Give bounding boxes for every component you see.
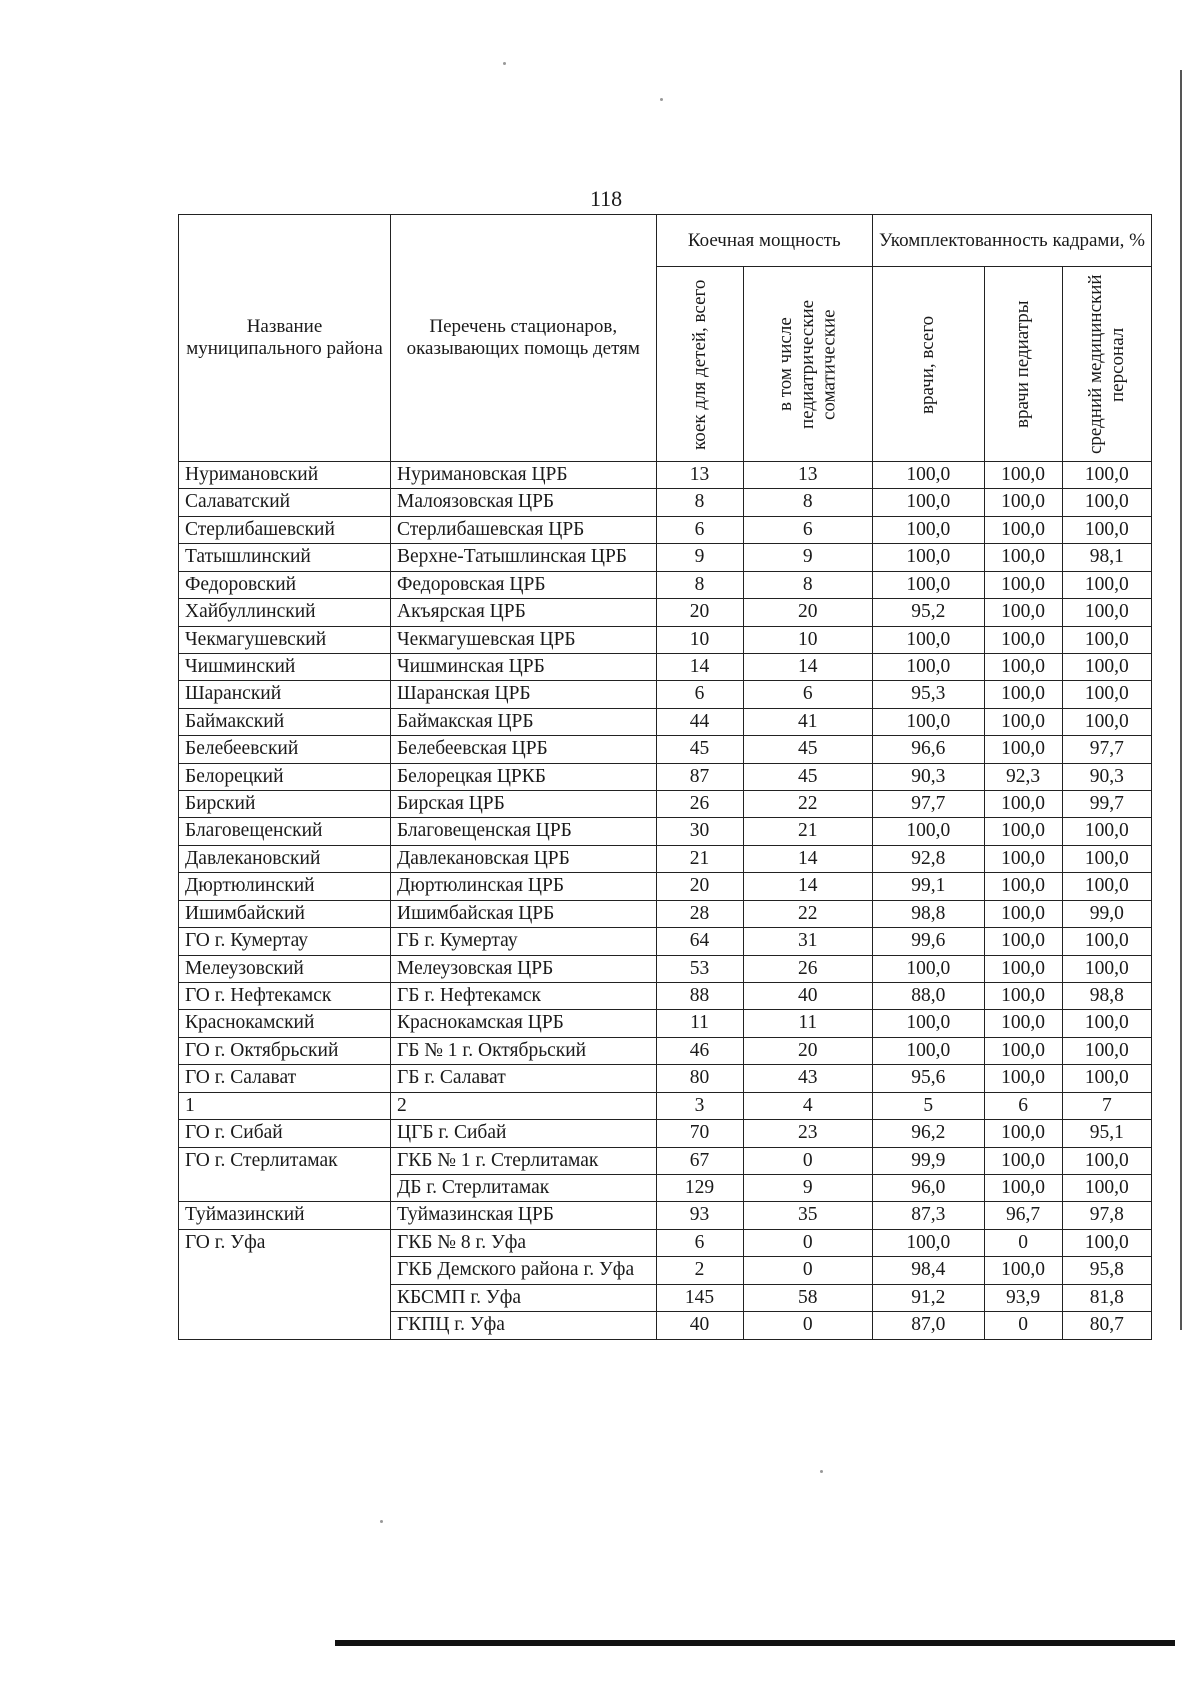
pediatricians-cell: 100,0 [984, 1257, 1062, 1284]
nurses-cell: 81,8 [1062, 1284, 1151, 1311]
nurses-cell: 100,0 [1062, 571, 1151, 598]
beds-somatic-cell: 6 [743, 681, 872, 708]
beds-total-cell: 93 [656, 1202, 743, 1229]
nurses-cell: 98,1 [1062, 544, 1151, 571]
hospital-cell: Мелеузовская ЦРБ [390, 955, 656, 982]
beds-total-cell: 30 [656, 818, 743, 845]
hospital-cell: ГБ г. Салават [390, 1065, 656, 1092]
table-row [179, 900, 1152, 927]
nurses-cell: 100,0 [1062, 489, 1151, 516]
district-cell: Давлекановский [179, 845, 391, 872]
pediatricians-cell: 100,0 [984, 626, 1062, 653]
nurses-cell: 80,7 [1062, 1312, 1151, 1339]
hospital-cell: ГБ г. Нефтекамск [390, 983, 656, 1010]
beds-total-cell: 21 [656, 845, 743, 872]
header-nurses [1062, 267, 1151, 462]
nurses-cell: 100,0 [1062, 928, 1151, 955]
nurses-cell: 100,0 [1062, 1065, 1151, 1092]
nurses-cell: 100,0 [1062, 462, 1151, 489]
table-row [179, 1010, 1152, 1037]
district-cell: Мелеузовский [179, 955, 391, 982]
header-beds-total [656, 267, 743, 462]
table-row [179, 1229, 1152, 1256]
beds-total-cell: 80 [656, 1065, 743, 1092]
pediatricians-cell: 100,0 [984, 983, 1062, 1010]
pediatricians-cell: 100,0 [984, 571, 1062, 598]
hospital-cell: Бирская ЦРБ [390, 791, 656, 818]
beds-somatic-cell: 40 [743, 983, 872, 1010]
district-cell: Чекмагушевский [179, 626, 391, 653]
hospital-cell: Белорецкая ЦРКБ [390, 763, 656, 790]
table-row [179, 571, 1152, 598]
doctors-cell: 96,6 [872, 736, 984, 763]
beds-somatic-cell: 22 [743, 900, 872, 927]
table-row [179, 763, 1152, 790]
scan-speck [820, 1470, 823, 1473]
pediatricians-cell: 100,0 [984, 1037, 1062, 1064]
hospital-cell: Краснокамская ЦРБ [390, 1010, 656, 1037]
table-row [179, 489, 1152, 516]
header-beds-somatic-text: в том числе педиатрические соматические [775, 299, 840, 429]
pediatricians-cell: 100,0 [984, 1174, 1062, 1201]
doctors-cell: 95,3 [872, 681, 984, 708]
beds-total-cell: 11 [656, 1010, 743, 1037]
doctors-cell: 95,2 [872, 599, 984, 626]
nurses-cell: 100,0 [1062, 1229, 1151, 1256]
doctors-cell: 87,3 [872, 1202, 984, 1229]
district-cell: ГО г. Сибай [179, 1120, 391, 1147]
nurses-cell: 100,0 [1062, 516, 1151, 543]
nurses-cell: 95,8 [1062, 1257, 1151, 1284]
district-cell: Ишимбайский [179, 900, 391, 927]
pediatricians-cell: 100,0 [984, 1065, 1062, 1092]
table-row [179, 845, 1152, 872]
beds-total-cell: 6 [656, 1229, 743, 1256]
district-cell: ГО г. Стерлитамак [179, 1147, 391, 1202]
pediatricians-cell: 92,3 [984, 763, 1062, 790]
beds-somatic-cell: 9 [743, 544, 872, 571]
beds-total-cell: 46 [656, 1037, 743, 1064]
header-pediatricians-text: врачи педиатры [1012, 300, 1034, 428]
nurses-cell: 100,0 [1062, 818, 1151, 845]
beds-somatic-cell: 45 [743, 763, 872, 790]
pediatricians-cell: 100,0 [984, 516, 1062, 543]
beds-somatic-cell: 45 [743, 736, 872, 763]
hospital-cell: ГБ № 1 г. Октябрьский [390, 1037, 656, 1064]
hospital-cell: Чекмагушевская ЦРБ [390, 626, 656, 653]
header-bed-capacity: Коечная мощность [656, 215, 872, 267]
district-cell: Стерлибашевский [179, 516, 391, 543]
hospital-cell: ГБ г. Кумертау [390, 928, 656, 955]
doctors-cell: 97,7 [872, 791, 984, 818]
doctors-cell: 5 [872, 1092, 984, 1119]
hospital-cell: Нуримановская ЦРБ [390, 462, 656, 489]
header-hospitals: Перечень стационаров, оказывающих помощь детям [390, 215, 656, 462]
district-cell: Туймазинский [179, 1202, 391, 1229]
header-nurses-text: средний медицинский персонал [1084, 274, 1128, 454]
beds-total-cell: 3 [656, 1092, 743, 1119]
doctors-cell: 99,9 [872, 1147, 984, 1174]
nurses-cell: 100,0 [1062, 626, 1151, 653]
nurses-cell: 100,0 [1062, 1037, 1151, 1064]
pediatricians-cell: 100,0 [984, 1147, 1062, 1174]
table-row [179, 983, 1152, 1010]
hospital-cell: Чишминская ЦРБ [390, 653, 656, 680]
hospital-cell: ГКПЦ г. Уфа [390, 1312, 656, 1339]
district-cell: Чишминский [179, 653, 391, 680]
doctors-cell: 100,0 [872, 571, 984, 598]
beds-total-cell: 87 [656, 763, 743, 790]
beds-somatic-cell: 14 [743, 653, 872, 680]
beds-total-cell: 10 [656, 626, 743, 653]
hospital-cell: ГКБ № 8 г. Уфа [390, 1229, 656, 1256]
district-cell: Федоровский [179, 571, 391, 598]
pediatricians-cell: 0 [984, 1229, 1062, 1256]
table-row [179, 955, 1152, 982]
header-pediatricians [984, 267, 1062, 462]
doctors-cell: 100,0 [872, 462, 984, 489]
table-row [179, 681, 1152, 708]
nurses-cell: 100,0 [1062, 708, 1151, 735]
page-number: 118 [590, 186, 623, 211]
nurses-cell: 100,0 [1062, 1147, 1151, 1174]
table-row [179, 626, 1152, 653]
beds-total-cell: 13 [656, 462, 743, 489]
nurses-cell: 99,0 [1062, 900, 1151, 927]
pediatricians-cell: 100,0 [984, 873, 1062, 900]
beds-total-cell: 88 [656, 983, 743, 1010]
table-row [179, 708, 1152, 735]
beds-somatic-cell: 26 [743, 955, 872, 982]
hospital-cell: Давлекановская ЦРБ [390, 845, 656, 872]
scan-speck [660, 98, 663, 101]
scan-speck [503, 62, 506, 65]
table-row [179, 1120, 1152, 1147]
beds-total-cell: 53 [656, 955, 743, 982]
beds-total-cell: 28 [656, 900, 743, 927]
pediatricians-cell: 100,0 [984, 955, 1062, 982]
beds-total-cell: 44 [656, 708, 743, 735]
beds-somatic-cell: 23 [743, 1120, 872, 1147]
pediatricians-cell: 0 [984, 1312, 1062, 1339]
hospital-cell: Благовещенская ЦРБ [390, 818, 656, 845]
district-cell: Нуримановский [179, 462, 391, 489]
beds-total-cell: 8 [656, 489, 743, 516]
nurses-cell: 100,0 [1062, 681, 1151, 708]
district-cell: Дюртюлинский [179, 873, 391, 900]
district-cell: 1 [179, 1092, 391, 1119]
doctors-cell: 99,1 [872, 873, 984, 900]
beds-somatic-cell: 22 [743, 791, 872, 818]
nurses-cell: 90,3 [1062, 763, 1151, 790]
hospital-cell: Туймазинская ЦРБ [390, 1202, 656, 1229]
doctors-cell: 100,0 [872, 1229, 984, 1256]
beds-somatic-cell: 35 [743, 1202, 872, 1229]
beds-somatic-cell: 4 [743, 1092, 872, 1119]
doctors-cell: 96,2 [872, 1120, 984, 1147]
doctors-cell: 92,8 [872, 845, 984, 872]
nurses-cell: 7 [1062, 1092, 1151, 1119]
doctors-cell: 98,8 [872, 900, 984, 927]
doctors-cell: 99,6 [872, 928, 984, 955]
header-doctors-total [872, 267, 984, 462]
district-cell: Хайбуллинский [179, 599, 391, 626]
table-row [179, 1147, 1152, 1174]
beds-total-cell: 20 [656, 599, 743, 626]
header-doctors-total-text: врачи, всего [917, 314, 939, 414]
doctors-cell: 100,0 [872, 489, 984, 516]
pediatricians-cell: 6 [984, 1092, 1062, 1119]
district-cell: Благовещенский [179, 818, 391, 845]
doctors-cell: 100,0 [872, 708, 984, 735]
pediatricians-cell: 100,0 [984, 736, 1062, 763]
pediatricians-cell: 100,0 [984, 708, 1062, 735]
header-row-groups [179, 215, 1152, 267]
hospital-cell: ГКБ Демского района г. Уфа [390, 1257, 656, 1284]
doctors-cell: 100,0 [872, 544, 984, 571]
beds-total-cell: 45 [656, 736, 743, 763]
beds-somatic-cell: 14 [743, 845, 872, 872]
header-beds-total-text: коек для детей, всего [688, 278, 710, 450]
pediatricians-cell: 100,0 [984, 818, 1062, 845]
table-row [179, 1202, 1152, 1229]
pediatricians-cell: 100,0 [984, 653, 1062, 680]
doctors-cell: 96,0 [872, 1174, 984, 1201]
doctors-cell: 100,0 [872, 1010, 984, 1037]
district-cell: Салаватский [179, 489, 391, 516]
pediatricians-cell: 100,0 [984, 1010, 1062, 1037]
district-cell: ГО г. Уфа [179, 1229, 391, 1339]
pediatricians-cell: 100,0 [984, 845, 1062, 872]
hospital-cell: Стерлибашевская ЦРБ [390, 516, 656, 543]
hospital-cell: Дюртюлинская ЦРБ [390, 873, 656, 900]
beds-somatic-cell: 0 [743, 1229, 872, 1256]
hospital-cell: 2 [390, 1092, 656, 1119]
table-row [179, 736, 1152, 763]
nurses-cell: 99,7 [1062, 791, 1151, 818]
beds-total-cell: 6 [656, 681, 743, 708]
beds-total-cell: 2 [656, 1257, 743, 1284]
doctors-cell: 100,0 [872, 818, 984, 845]
doctors-cell: 100,0 [872, 626, 984, 653]
pediatricians-cell: 96,7 [984, 1202, 1062, 1229]
beds-somatic-cell: 0 [743, 1312, 872, 1339]
hospital-staffing-table [178, 214, 1152, 1340]
hospital-cell: Малоязовская ЦРБ [390, 489, 656, 516]
pediatricians-cell: 100,0 [984, 599, 1062, 626]
beds-total-cell: 40 [656, 1312, 743, 1339]
table-body [179, 462, 1152, 1340]
nurses-cell: 100,0 [1062, 845, 1151, 872]
pediatricians-cell: 100,0 [984, 462, 1062, 489]
doctors-cell: 87,0 [872, 1312, 984, 1339]
pediatricians-cell: 100,0 [984, 900, 1062, 927]
table-row [179, 516, 1152, 543]
nurses-cell: 97,7 [1062, 736, 1151, 763]
district-cell: Баймакский [179, 708, 391, 735]
nurses-cell: 100,0 [1062, 873, 1151, 900]
hospital-cell: Шаранская ЦРБ [390, 681, 656, 708]
hospital-cell: ГКБ № 1 г. Стерлитамак [390, 1147, 656, 1174]
district-cell: ГО г. Салават [179, 1065, 391, 1092]
nurses-cell: 97,8 [1062, 1202, 1151, 1229]
hospital-cell: Акъярская ЦРБ [390, 599, 656, 626]
district-cell: Краснокамский [179, 1010, 391, 1037]
doctors-cell: 100,0 [872, 516, 984, 543]
beds-total-cell: 14 [656, 653, 743, 680]
district-cell: Бирский [179, 791, 391, 818]
nurses-cell: 95,1 [1062, 1120, 1151, 1147]
district-cell: Белорецкий [179, 763, 391, 790]
scan-speck [380, 1520, 383, 1523]
pediatricians-cell: 100,0 [984, 1120, 1062, 1147]
beds-somatic-cell: 13 [743, 462, 872, 489]
table-row [179, 544, 1152, 571]
table-row [179, 1065, 1152, 1092]
table-row [179, 1037, 1152, 1064]
bottom-rule [335, 1640, 1175, 1646]
beds-somatic-cell: 11 [743, 1010, 872, 1037]
hospital-cell: Белебеевская ЦРБ [390, 736, 656, 763]
scan-edge-line [1180, 70, 1182, 1330]
beds-somatic-cell: 0 [743, 1147, 872, 1174]
header-district: Название муниципального района [179, 215, 391, 462]
beds-somatic-cell: 8 [743, 571, 872, 598]
nurses-cell: 100,0 [1062, 1174, 1151, 1201]
hospital-cell: Верхне-Татышлинская ЦРБ [390, 544, 656, 571]
pediatricians-cell: 100,0 [984, 791, 1062, 818]
table-row [179, 1092, 1152, 1119]
doctors-cell: 90,3 [872, 763, 984, 790]
beds-somatic-cell: 41 [743, 708, 872, 735]
district-cell: Шаранский [179, 681, 391, 708]
doctors-cell: 88,0 [872, 983, 984, 1010]
nurses-cell: 100,0 [1062, 1010, 1151, 1037]
doctors-cell: 91,2 [872, 1284, 984, 1311]
table-row [179, 818, 1152, 845]
hospital-cell: КБСМП г. Уфа [390, 1284, 656, 1311]
beds-total-cell: 67 [656, 1147, 743, 1174]
beds-total-cell: 129 [656, 1174, 743, 1201]
beds-somatic-cell: 6 [743, 516, 872, 543]
pediatricians-cell: 100,0 [984, 489, 1062, 516]
district-cell: ГО г. Кумертау [179, 928, 391, 955]
pediatricians-cell: 93,9 [984, 1284, 1062, 1311]
beds-somatic-cell: 21 [743, 818, 872, 845]
hospital-cell: ЦГБ г. Сибай [390, 1120, 656, 1147]
district-cell: ГО г. Октябрьский [179, 1037, 391, 1064]
doctors-cell: 98,4 [872, 1257, 984, 1284]
beds-somatic-cell: 0 [743, 1257, 872, 1284]
table-row [179, 791, 1152, 818]
beds-somatic-cell: 14 [743, 873, 872, 900]
table-row [179, 599, 1152, 626]
header-beds-somatic [743, 267, 872, 462]
hospital-cell: Федоровская ЦРБ [390, 571, 656, 598]
doctors-cell: 100,0 [872, 1037, 984, 1064]
header-staffing: Укомплектованность кадрами, % [872, 215, 1151, 267]
table-row [179, 928, 1152, 955]
nurses-cell: 100,0 [1062, 653, 1151, 680]
beds-somatic-cell: 58 [743, 1284, 872, 1311]
staffing-table-wrap [178, 214, 1152, 1340]
district-cell: Белебеевский [179, 736, 391, 763]
doctors-cell: 100,0 [872, 955, 984, 982]
beds-somatic-cell: 20 [743, 599, 872, 626]
beds-total-cell: 6 [656, 516, 743, 543]
beds-somatic-cell: 43 [743, 1065, 872, 1092]
nurses-cell: 100,0 [1062, 955, 1151, 982]
hospital-cell: ДБ г. Стерлитамак [390, 1174, 656, 1201]
doctors-cell: 100,0 [872, 653, 984, 680]
beds-somatic-cell: 31 [743, 928, 872, 955]
hospital-cell: Ишимбайская ЦРБ [390, 900, 656, 927]
table-row [179, 653, 1152, 680]
pediatricians-cell: 100,0 [984, 928, 1062, 955]
beds-somatic-cell: 20 [743, 1037, 872, 1064]
beds-somatic-cell: 9 [743, 1174, 872, 1201]
table-row [179, 873, 1152, 900]
pediatricians-cell: 100,0 [984, 681, 1062, 708]
beds-total-cell: 9 [656, 544, 743, 571]
beds-total-cell: 70 [656, 1120, 743, 1147]
district-cell: Татышлинский [179, 544, 391, 571]
doctors-cell: 95,6 [872, 1065, 984, 1092]
beds-total-cell: 20 [656, 873, 743, 900]
pediatricians-cell: 100,0 [984, 544, 1062, 571]
hospital-cell: Баймакская ЦРБ [390, 708, 656, 735]
beds-total-cell: 8 [656, 571, 743, 598]
table-row [179, 462, 1152, 489]
beds-total-cell: 64 [656, 928, 743, 955]
beds-somatic-cell: 8 [743, 489, 872, 516]
nurses-cell: 98,8 [1062, 983, 1151, 1010]
beds-somatic-cell: 10 [743, 626, 872, 653]
beds-total-cell: 145 [656, 1284, 743, 1311]
nurses-cell: 100,0 [1062, 599, 1151, 626]
district-cell: ГО г. Нефтекамск [179, 983, 391, 1010]
beds-total-cell: 26 [656, 791, 743, 818]
